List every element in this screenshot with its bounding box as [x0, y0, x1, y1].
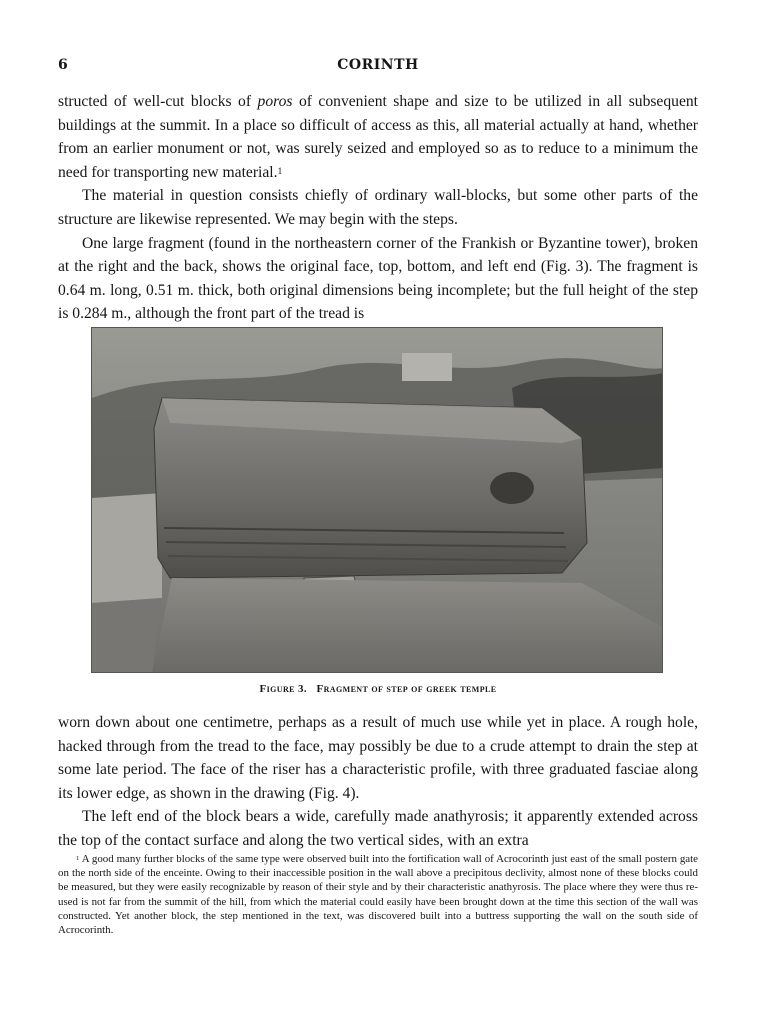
body-text-bottom: [58, 711, 698, 853]
step-fragment-photo: [92, 328, 663, 673]
footnote-ref: 1: [277, 165, 283, 177]
paragraph: The left end of the block bears a wide, carefully made anathyrosis; it apparently extended across the top of the contact surface and along the two vertical sides, with an extra: [58, 808, 698, 849]
figure-photograph: [91, 327, 663, 673]
paragraph: One large fragment (found in the northeastern corner of the Frankish or Byzantine tower), broken at the right and the back, shows the original face, top, bottom, and left end (Fig. 3). The fragment is 0.64 m. long, 0.51 m. thick, both original dimensions being incomplete; but the full height of the step is 0.284 m., although the front part of the tread is: [58, 234, 698, 323]
footnotes: [58, 852, 698, 937]
paragraph: worn down about one centimetre, perhaps as a result of much use while yet in place. A rough hole, hacked through from the tread to the face, may possibly be due to a crude attempt to drain the step at some late period. The face of the riser has a characteristic profile, with three graduated fasciae along its lower edge, as shown in the drawing (Fig. 4).: [58, 714, 698, 802]
figure-caption-text: Fragment of step of greek temple: [316, 683, 497, 695]
footnote: $^1$ A good many further blocks of the same type were observed built into the fortification wall of Acrocorinth just east of the small postern gate on the north side of the enceinte. Owing to their inaccessible position in the wall above a precipitous declivity, almost none of these blocks could be measured, but they were easily recognizable by reason of their style and by their characteristic anathyrosis. The place where they were thus re-used is not far from the summit of the hill, from which the material could easily have been brought down at the time this section of the wall was constructed. Yet another block, the step mentioned in the text, was discovered built into a buttress supporting the wall on the south side of Acrocorinth.: [58, 853, 699, 937]
page-number: 6: [58, 57, 68, 73]
journal-title: CORINTH: [337, 57, 419, 73]
running-head: [58, 57, 698, 81]
figure-caption: [58, 683, 698, 695]
paragraph: structed of well-cut blocks of poros of convenient shape and size to be utilized in all subsequent buildings at the summit. In a place so difficult of access as this, all material actually at hand, whether from an earlier monument or not, was surely seized and employed so as to reduce to a minimum the need for transporting new material.$^1$: [58, 93, 698, 181]
footnote-marker: 1: [76, 854, 80, 862]
figure-label: Figure 3.: [259, 683, 308, 695]
body-text-top: [58, 90, 698, 326]
paragraph: The material in question consists chiefly of ordinary wall-blocks, but some other parts of the structure are likewise represented. We may begin with the steps.: [58, 187, 698, 228]
